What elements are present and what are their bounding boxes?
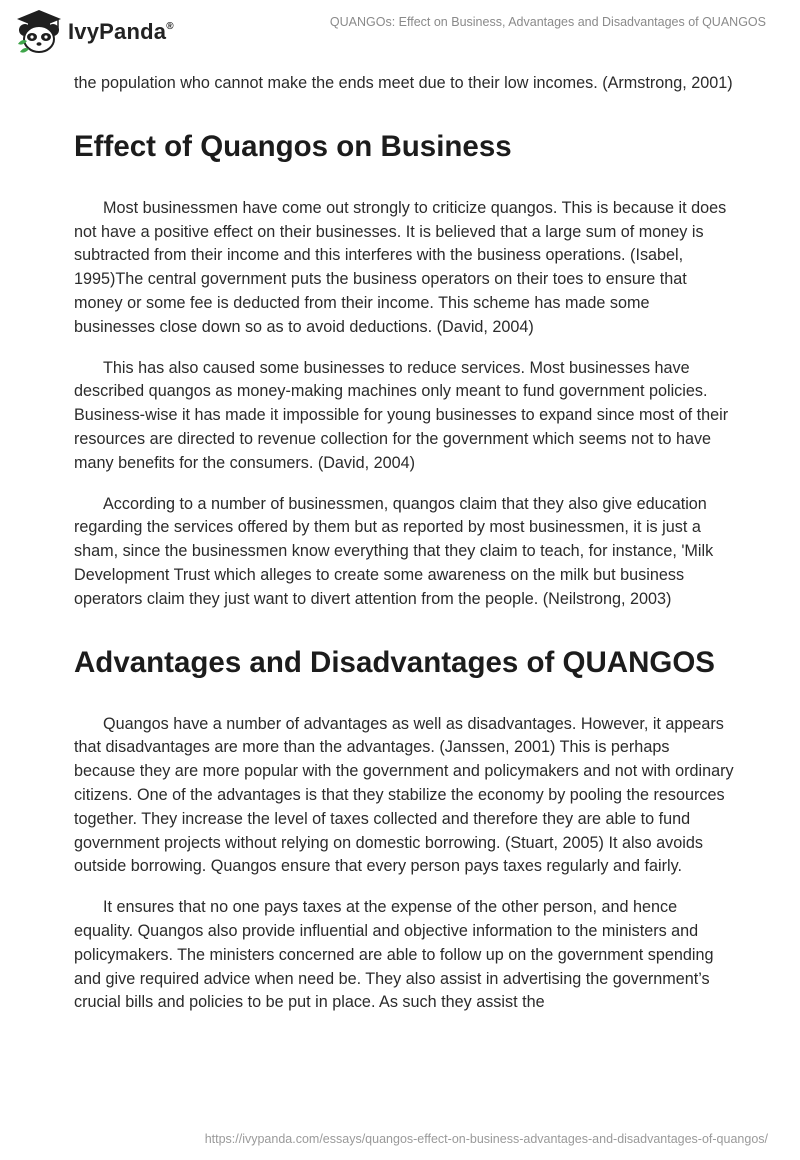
panda-graduate-icon — [14, 8, 64, 56]
ivypanda-logo[interactable] — [14, 8, 174, 56]
paragraph: Most businessmen have come out strongly to criticize quangos. This is because it does not have a positive effect on their businesses. It is believed that a large sum of money is subtracted from their income and this interferes with the business operations. (Isabel, 1995)The central government puts the business operators on their toes to ensure that money or some fee is deducted from their income. This scheme has made some businesses close down so as to avoid deductions. (David, 2004) — [74, 198, 727, 336]
paragraph: This has also caused some businesses to reduce services. Most businesses have described quangos as money-making machines only meant to fund government policies. Business-wise it has made it impossible for young businesses to expand since most of their resources are directed to revenue collection for the government which seems not to have many benefits for the consumers. (David, 2004) — [74, 358, 729, 472]
section-heading-effect: Effect of Quangos on Business — [74, 129, 512, 163]
paragraph: Quangos have a number of advantages as well as disadvantages. However, it appears that disadvantages are more than the advantages. (Janssen, 2001) This is perhaps because they are more popular with the government and policymakers and not with ordinary citizens. One of the advantages is that they stabilize the economy by pooling the resources together. They increase the level of taxes collected and therefore they are able to fund government projects without relying on domestic borrowing. (Stuart, 2005) It also avoids outside borrowing. Quangos ensure that every person pays taxes regularly and fairly. — [74, 714, 734, 876]
intro-paragraph: the population who cannot make the ends meet due to their low incomes. (Armstrong, 2001) — [74, 74, 733, 92]
source-url-link[interactable]: https://ivypanda.com/essays/quangos-effect-on-business-advantages-and-disadvantages-of-quangos/ — [204, 1132, 768, 1146]
registered-mark: ® — [166, 21, 174, 32]
page-header — [0, 0, 800, 64]
paragraph: According to a number of businessmen, quangos claim that they also give education regarding the services offered by them but as reported by most businessmen, it is just a sham, since the businessmen know everything that they claim to teach, for instance, 'Milk Development Trust which alleges to create some awareness on the milk but business operators claim they just want to divert attention from the people. (Neilstrong, 2003) — [74, 494, 714, 608]
document-title: QUANGOs: Effect on Business, Advantages and Disadvantages of QUANGOS — [329, 15, 766, 29]
paragraph: It ensures that no one pays taxes at the expense of the other person, and hence equality. Quangos also provide influential and objective information to the ministers and policymakers. The ministers concerned are able to follow up on the government spending and give required advice when need be. They also assist in advertising the government’s crucial bills and policies to be put in place. As such they assist the — [74, 898, 714, 1012]
brand-name: IvyPanda® — [68, 19, 174, 44]
essay-content — [74, 72, 734, 1032]
section-heading-advantages: Advantages and Disadvantages of QUANGOS — [74, 645, 715, 679]
